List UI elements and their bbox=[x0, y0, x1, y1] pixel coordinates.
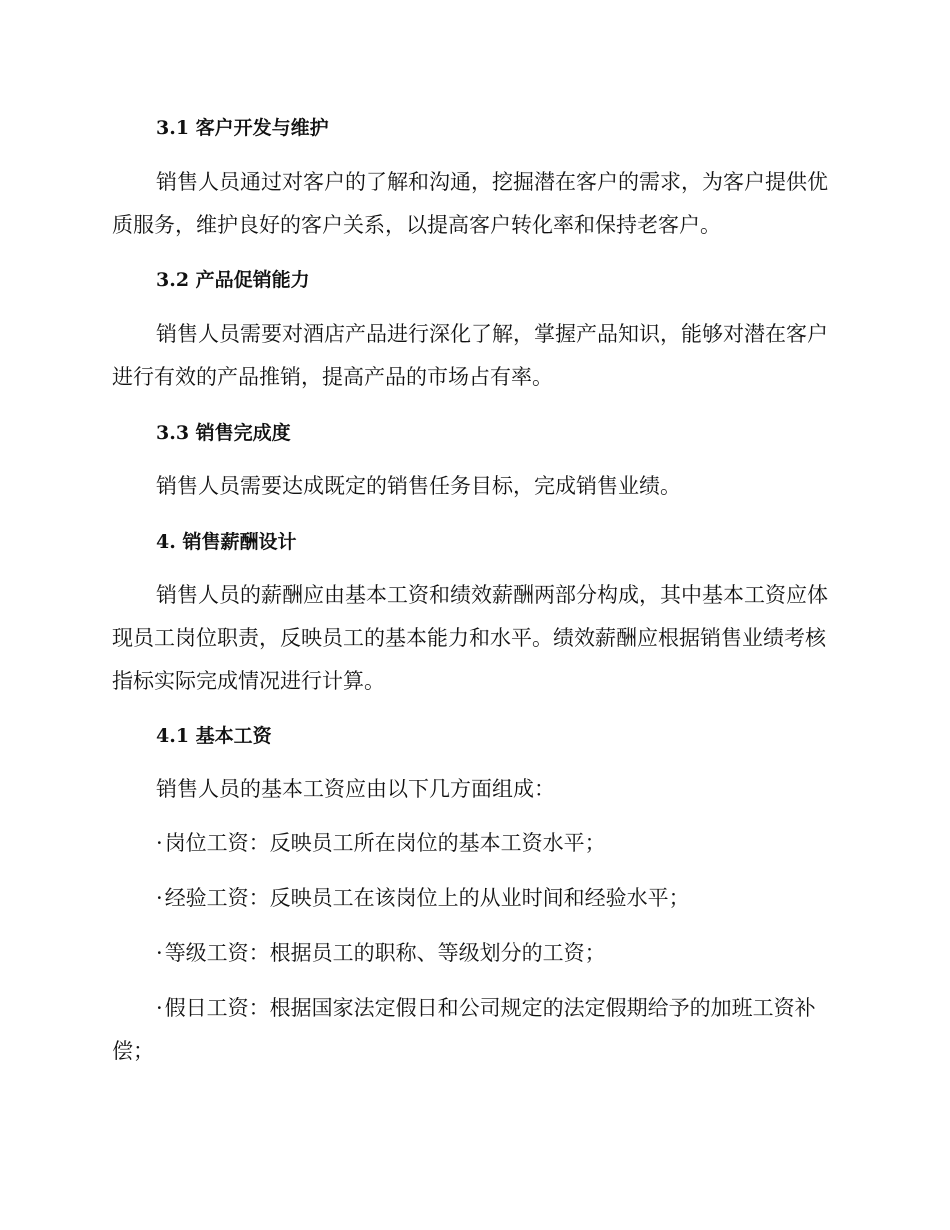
section-heading-3-2: 3.2 产品促销能力 bbox=[156, 269, 310, 291]
list-item-text: 经验工资：反映员工在该岗位上的从业时间和经验水平； bbox=[164, 886, 690, 910]
section-heading-4-1: 4.1 基本工资 bbox=[156, 725, 272, 747]
section-heading-3-1: 3.1 客户开发与维护 bbox=[156, 117, 329, 139]
section-paragraph-3-1: 销售人员通过对客户的了解和沟通，挖掘潜在客户的需求，为客户提供优质服务，维护良好的客户关系，以提高客户转化率和保持老客户。 bbox=[112, 170, 828, 237]
section-heading-4: 4. 销售薪酬设计 bbox=[156, 531, 297, 553]
bullet-dot: · bbox=[156, 941, 163, 965]
bullet-dot: · bbox=[156, 996, 163, 1020]
section-paragraph-3-2: 销售人员需要对酒店产品进行深化了解，掌握产品知识，能够对潜在客户进行有效的产品推销，提高产品的市场占有率。 bbox=[112, 322, 828, 389]
section-heading-3-3: 3.3 销售完成度 bbox=[156, 422, 291, 444]
list-item bbox=[112, 822, 832, 865]
bullet-dot: · bbox=[156, 886, 163, 910]
list-item bbox=[112, 932, 832, 975]
list-item-text: 岗位工资：反映员工所在岗位的基本工资水平； bbox=[164, 831, 606, 855]
list-item-text: 假日工资：根据国家法定假日和公司规定的法定假期给予的加班工资补偿； bbox=[112, 996, 816, 1063]
bullet-dot: · bbox=[156, 831, 163, 855]
section-paragraph-4: 销售人员的薪酬应由基本工资和绩效薪酬两部分构成，其中基本工资应体现员工岗位职责，反映员工的基本能力和水平。绩效薪酬应根据销售业绩考核指标实际完成情况进行计算。 bbox=[112, 583, 828, 693]
list-item bbox=[112, 987, 832, 1073]
list-item-text: 等级工资：根据员工的职称、等级划分的工资； bbox=[164, 941, 606, 965]
section-paragraph-3-3: 销售人员需要达成既定的销售任务目标，完成销售业绩。 bbox=[156, 474, 681, 498]
section-paragraph-4-1: 销售人员的基本工资应由以下几方面组成： bbox=[156, 777, 555, 801]
list-item bbox=[112, 877, 832, 920]
